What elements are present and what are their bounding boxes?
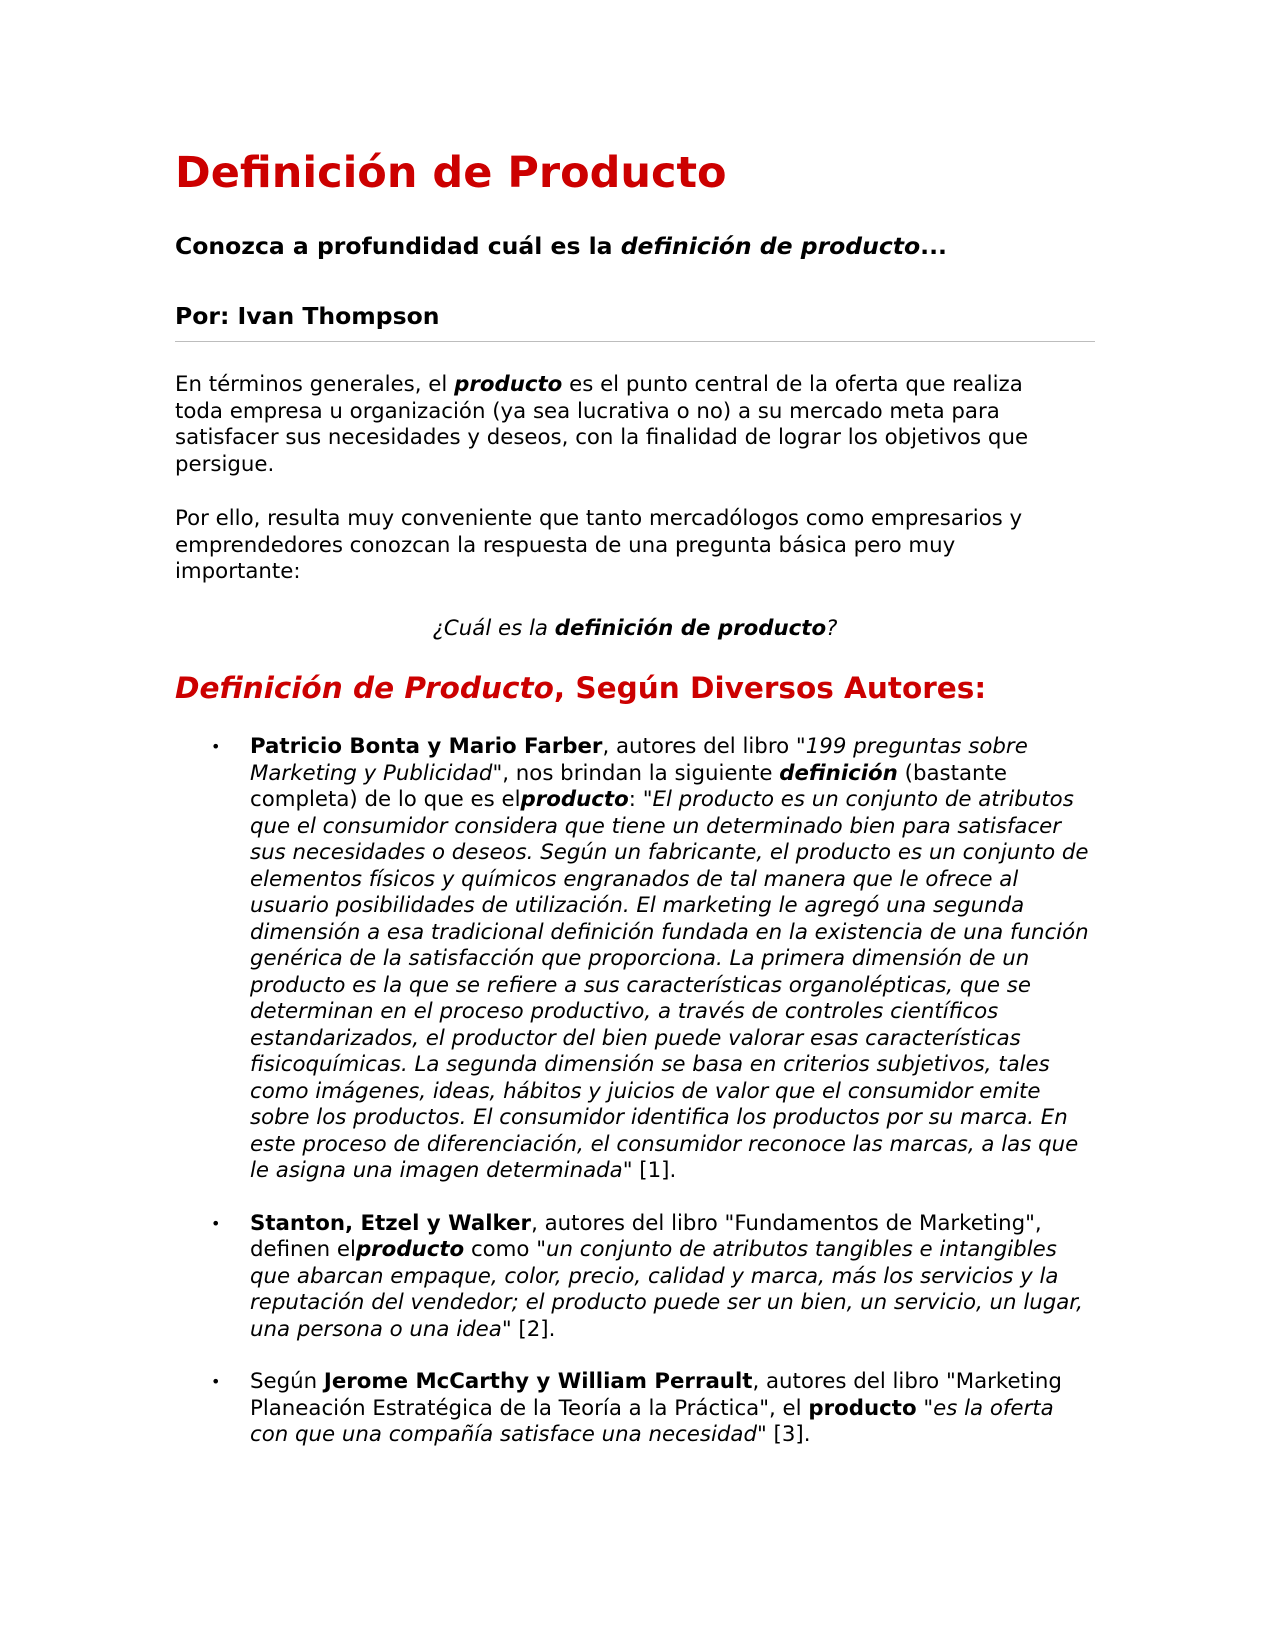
item-text: (bastante completa) de lo que es el [250,760,1007,812]
author-byline: Por: Ivan Thompson [175,302,440,330]
item-quote: "es la oferta con que una compañía satisface una necesidad" [250,1395,1054,1447]
item-keyword: definición [779,760,898,786]
bullet-icon: • [211,1372,221,1391]
item-text: , autores del libro "Fundamentos de Marketing", definen el [250,1210,1042,1262]
item-text: , autores del libro "Marketing Planeación Estratégica de la Teoría a la Práctica", el [250,1369,1062,1421]
item-reference: [2]. [511,1316,556,1342]
subtitle-emphasis: definición de producto [620,232,921,260]
item-keyword: producto [520,787,629,812]
section-heading [175,671,986,705]
intro-text-a: En términos generales, el [175,372,455,397]
document-title: Definición de Producto [175,148,727,198]
intro-text-c: es el punto central de la oferta que realiza toda empresa u organización (ya sea lucrativa o no) a su mercado meta para satisfacer sus necesidades y deseos, con la finalidad de lograr los objetivos que persigue. [175,372,1029,477]
question-keyword: definición de producto [554,616,827,641]
item-keyword: producto [355,1237,465,1262]
document-subtitle [175,232,947,260]
item-text: Según [250,1369,324,1394]
intro-keyword: producto [454,372,563,397]
item-quote: "un conjunto de atributos tangibles e intangibles que abarcan empaque, color, precio, calidad y marca, más los servicios y la reputación del vendedor; el producto puede ser un bien, un servicio, un lugar, una persona o una idea" [250,1237,1083,1342]
question-text-a: ¿Cuál es la [432,616,555,641]
item-author: Jerome McCarthy y William Perrault [323,1369,753,1394]
item-text: , nos brindan la siguiente [502,760,780,786]
item-reference: [3]. [766,1422,811,1447]
item-text: , autores del libro [602,734,796,759]
subtitle-suffix: ... [920,232,947,260]
section-heading-emphasis: Definición de Producto [175,671,554,705]
authors-list [175,734,1095,1475]
list-item-text [250,734,1095,1185]
list-item [175,1211,1095,1344]
central-question [175,616,1095,641]
horizontal-divider [175,341,1095,342]
section-heading-rest: , Según Diversos Autores: [553,671,987,705]
second-paragraph: Por ello, resulta muy conveniente que tanto mercadólogos como empresarios y emprendedores conozcan la respuesta de una pregunta básica pero muy importante: [175,506,1023,584]
item-author: Patricio Bonta y Mario Farber [250,734,603,759]
item-text: como [464,1237,537,1262]
bullet-icon: • [211,737,221,756]
list-item [175,734,1095,1185]
intro-paragraph [175,372,1075,478]
item-reference: [1]. [632,1158,677,1183]
bullet-icon: • [211,1213,221,1233]
subtitle-prefix: Conozca a profundidad cuál es la [175,232,621,260]
list-item-text [250,1211,1095,1344]
list-item-text [250,1369,1095,1449]
item-book-title: "199 preguntas sobre Marketing y Publicidad" [250,734,1028,786]
list-item [175,1369,1095,1449]
item-keyword: producto [808,1395,917,1421]
item-author: Stanton, Etzel y Walker [250,1210,532,1236]
item-quote: "El producto es un conjunto de atributos que el consumidor considera que tiene un determinado bien para satisfacer sus necesidades o deseos. Según un fabricante, el producto es un conjunto de elementos físicos y químicos engranados de tal manera que le ofrece al usuario posibilidades de utilización. El marketing le agregó una segunda dimensión a esa tradicional definición fundada en la existencia de una función genérica de la satisfacción que proporciona. La primera dimensión de un producto es la que se refiere a sus características organolépticas, que se determinan en el proceso productivo, a través de controles científicos estandarizados, el productor del bien puede valorar esas características fisicoquímicas. La segunda dimensión se basa en criterios subjetivos, tales como imágenes, ideas, hábitos y juicios de valor que el consumidor emite sobre los productos. El consumidor identifica los productos por su marca. En este proceso de diferenciación, el consumidor reconoce las marcas, a las que le asigna una imagen determinada" [250,787,1089,1183]
question-text-c: ? [826,616,838,641]
item-text: : [628,787,643,812]
